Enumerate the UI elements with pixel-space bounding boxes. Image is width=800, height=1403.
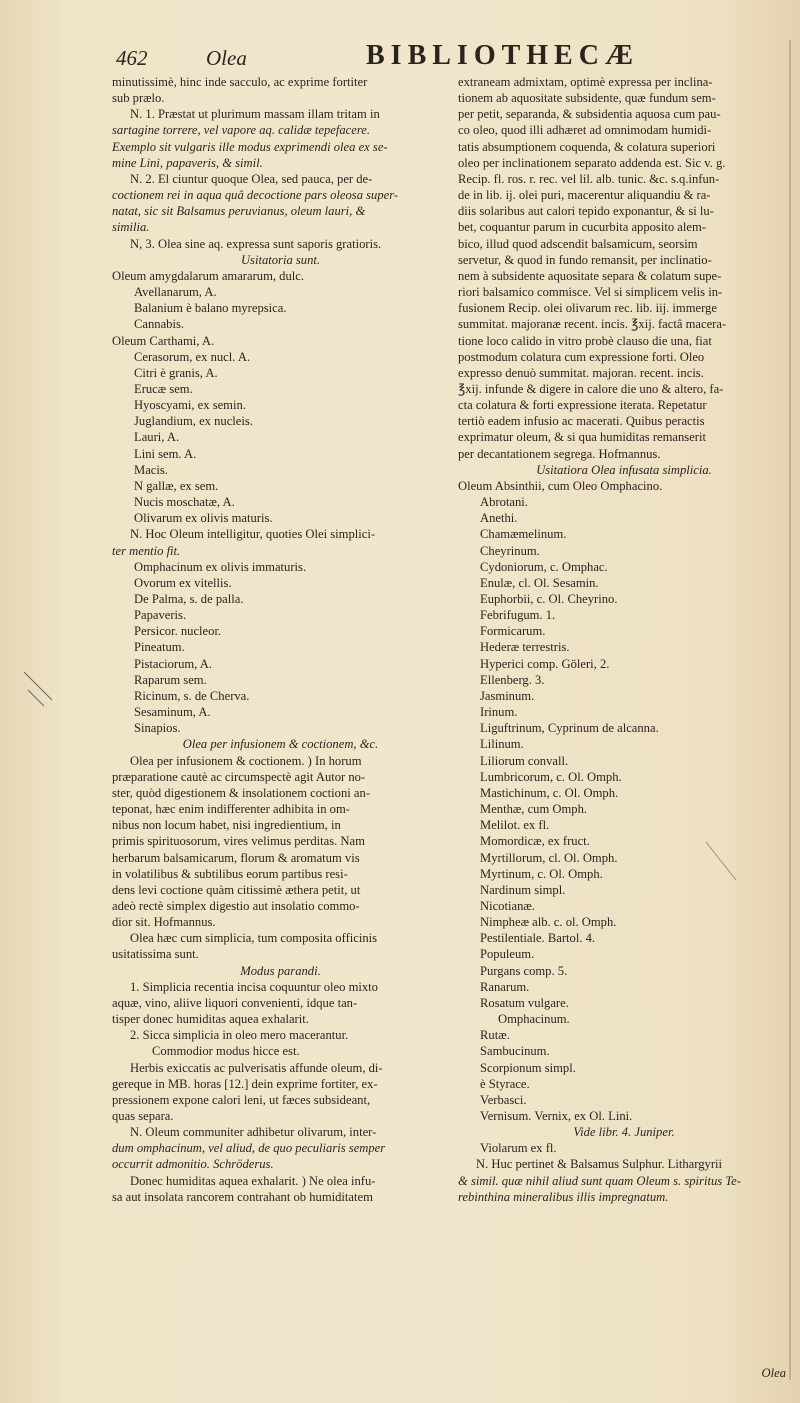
catchword: Olea bbox=[761, 1366, 786, 1380]
right-column-line: Myrtinum, c. Ol. Omph. bbox=[480, 866, 603, 881]
right-column-line: Formicarum. bbox=[480, 624, 546, 639]
left-column-line: Omphacinum ex olivis immaturis. bbox=[134, 559, 307, 574]
right-column-line: diis solaribus aut calori tepido exponantur, & si lu- bbox=[458, 204, 714, 219]
right-column-line: è Styrace. bbox=[480, 1076, 530, 1091]
left-column-line: N. 2. El ciuntur quoque Olea, sed pauca, per de- bbox=[130, 171, 373, 186]
left-column-line: coctionem rei in aqua quâ decoctione pars oleosa super- bbox=[112, 188, 399, 203]
left-column-line: De Palma, s. de palla. bbox=[134, 592, 244, 606]
left-column-line: Commodior modus hicce est. bbox=[152, 1044, 300, 1059]
left-column-line: 1. Simplicia recentia incisa coquuntur oleo mixto bbox=[130, 979, 378, 994]
right-column-line: tionem ab aquositate subsidente, quæ fundum sem- bbox=[458, 91, 716, 106]
left-column-line: dum omphacinum, vel aliud, de quo peculiaris semper bbox=[112, 1141, 386, 1156]
right-column-line: rebinthina mineralibus illis impregnatum. bbox=[458, 1189, 669, 1204]
left-column-line: gereque in MB. horas [12.] dein exprime fortiter, ex- bbox=[112, 1076, 378, 1091]
right-column-line: Vide libr. 4. Juniper. bbox=[573, 1125, 675, 1140]
left-column-line: Oleum amygdalarum amararum, dulc. bbox=[112, 268, 304, 283]
left-column-line: præparatione cautè ac circumspectè agit Autor no- bbox=[112, 769, 366, 784]
right-column-line: Euphorbii, c. Ol. Cheyrino. bbox=[480, 592, 618, 606]
right-column-line: bico, illud quod adscendit balsamicum, seorsim bbox=[458, 236, 698, 251]
page-number: 462 bbox=[116, 46, 148, 70]
left-column-line: Cannabis. bbox=[134, 317, 185, 332]
right-column-line: oleo per inclinationem separato addenda est. Sic v. g. bbox=[458, 155, 726, 170]
left-column-line: ter mentio fit. bbox=[112, 543, 181, 558]
right-column-line: nem à subsidente aquositate separa & colatum supe- bbox=[458, 268, 722, 283]
left-column-line: adeò rectè simplex digestio aut insolatio commo- bbox=[112, 898, 360, 913]
right-column-line: Oleum Absinthii, cum Oleo Omphacino. bbox=[458, 478, 663, 493]
right-column-line: Sambucinum. bbox=[480, 1044, 550, 1059]
left-column-line: in volatilibus & subtilibus eorum partibus resi- bbox=[112, 866, 348, 881]
right-column-line: Enulæ, cl. Ol. Sesamin. bbox=[480, 575, 599, 590]
right-column-line: Nardinum simpl. bbox=[480, 882, 566, 897]
left-column-line: N. Hoc Oleum intelligitur, quoties Olei simplici- bbox=[130, 527, 376, 542]
right-column-line: Usitatiora Olea infusata simplicia. bbox=[536, 462, 712, 477]
left-column-line: aquæ, vino, aliive liquori convenienti, idque tan- bbox=[112, 995, 358, 1010]
right-column-line: postmodum colatura cum expressione forti. Oleo bbox=[458, 349, 705, 364]
left-column-line: Lauri, A. bbox=[134, 430, 180, 445]
right-column-line: N. Huc pertinet & Balsamus Sulphur. Lithargyrii bbox=[476, 1157, 723, 1172]
left-column-line: similia. bbox=[112, 220, 150, 235]
right-column-line: Rutæ. bbox=[480, 1028, 510, 1043]
left-column-line: ster, quòd digestionem & insolationem coctioni an- bbox=[112, 785, 370, 800]
left-column-line: sartagine torrere, vel vapore aq. calidæ tepefacere. bbox=[112, 123, 370, 138]
left-column-line: Macis. bbox=[134, 462, 168, 477]
left-column-line: primis spirituosorum, vires velimus perditas. Nam bbox=[112, 834, 365, 849]
left-column-line: pressionem expone calori leni, ut fæces subsideant, bbox=[112, 1092, 371, 1107]
left-column-line: nibus non locum habet, nisi ingredientium, in bbox=[112, 818, 341, 833]
right-column-line: Momordicæ, ex fruct. bbox=[480, 834, 590, 849]
right-column-line: Cheyrinum. bbox=[480, 543, 540, 558]
right-column-line: tione loco calido in vitro probè clauso die una, fiat bbox=[458, 333, 712, 348]
left-column-line: Avellanarum, A. bbox=[134, 285, 217, 300]
left-column-line: N. Oleum communiter adhibetur olivarum, inter- bbox=[130, 1125, 377, 1140]
right-column-line: Lumbricorum, c. Ol. Omph. bbox=[480, 769, 622, 784]
left-column-line: tisper donec humiditas aquea exhalarit. bbox=[112, 1012, 309, 1027]
right-column bbox=[458, 74, 790, 1205]
left-column-line: Juglandium, ex nucleis. bbox=[134, 414, 253, 429]
left-column-line: Citri è granis, A. bbox=[134, 365, 218, 380]
left-column-line: Pineatum. bbox=[134, 640, 185, 655]
page-header bbox=[116, 40, 778, 76]
left-column-line: dior sit. Hofmannus. bbox=[112, 915, 216, 930]
right-column-line: per petit, separanda, & subsidentia aquosa cum pau- bbox=[458, 107, 721, 122]
right-column-line: Jasminum. bbox=[480, 688, 535, 703]
left-column bbox=[112, 74, 449, 1205]
right-column-line: tatis absumptionem coquenda, & colatura superiori bbox=[458, 139, 716, 154]
page-title: BIBLIOTHECÆ bbox=[366, 40, 639, 71]
right-column-line: Chamæmelinum. bbox=[480, 527, 567, 542]
right-column-line: Nimpheæ alb. c. ol. Omph. bbox=[480, 915, 617, 930]
left-column-line: Olivarum ex olivis maturis. bbox=[134, 511, 273, 526]
right-column-line: Purgans comp. 5. bbox=[480, 963, 568, 978]
left-column-line: Oleum Carthami, A. bbox=[112, 333, 215, 348]
right-column-line: cta colatura & forti expressione iterata. Repetatur bbox=[458, 398, 707, 413]
right-column-line: Menthæ, cum Omph. bbox=[480, 802, 588, 817]
right-column-line: Lilinum. bbox=[480, 737, 524, 752]
left-column-line: Olea hæc cum simplicia, tum composita officinis bbox=[130, 931, 378, 946]
right-column-line: tertiò eadem infusio ac macerati. Quibus peractis bbox=[458, 414, 705, 429]
right-column-line: Violarum ex fl. bbox=[480, 1141, 557, 1156]
left-column-line: Exemplo sit vulgaris ille modus exprimendi olea ex se- bbox=[112, 139, 388, 154]
left-column-line: mine Lini, papaveris, & simil. bbox=[112, 155, 263, 170]
left-column-line: sa aut insolata rancorem contrahant ob humiditatem bbox=[112, 1189, 373, 1204]
left-column-line: Balanium è balano myrepsica. bbox=[134, 301, 287, 316]
left-column-line: Modus parandi. bbox=[240, 963, 321, 978]
right-column-line: Melilot. ex fl. bbox=[480, 818, 550, 833]
right-column-line: Febrifugum. 1. bbox=[480, 608, 556, 623]
right-column-line: ℥xij. infunde & digere in calore die uno & altero, fa- bbox=[458, 381, 724, 396]
left-column-line: dens levi coctione quàm citissimè æthera petit, ut bbox=[112, 882, 361, 897]
right-column-line: Abrotani. bbox=[480, 495, 528, 510]
left-column-line: Pistaciorum, A. bbox=[134, 656, 213, 671]
right-column-line: Irinum. bbox=[480, 705, 518, 720]
right-column-line: & simil. quæ nihil aliud sunt quam Oleum s. spiritus Te- bbox=[458, 1173, 741, 1188]
right-column-line: Verbasci. bbox=[480, 1092, 527, 1107]
right-column-line: exprimatur oleum, & si qua humiditas remanserit bbox=[458, 430, 706, 445]
left-column-line: sub prælo. bbox=[112, 91, 165, 106]
right-column-line: servetur, & quod in fundo remansit, per inclinatio- bbox=[458, 252, 712, 267]
right-column-line: summitat. majoranæ recent. incis. ℥xij. factâ macera- bbox=[458, 317, 727, 332]
right-column-line: Ranarum. bbox=[480, 979, 530, 994]
right-column-line: Cydoniorum, c. Omphac. bbox=[480, 559, 608, 574]
left-column-line: Nucis moschatæ, A. bbox=[134, 495, 235, 510]
right-column-line: Ellenberg. 3. bbox=[480, 672, 545, 687]
left-column-line: Sesaminum, A. bbox=[134, 705, 211, 720]
right-column-line: Recip. fl. ros. r. rec. vel lil. alb. tunic. &c. s.q.infun- bbox=[458, 171, 720, 186]
right-column-line: Scorpionum simpl. bbox=[480, 1060, 576, 1075]
right-column-line: Rosatum vulgare. bbox=[480, 995, 569, 1010]
left-column-line: N, 3. Olea sine aq. expressa sunt saporis gratioris. bbox=[130, 236, 382, 251]
left-column-line: usitatissima sunt. bbox=[112, 947, 199, 962]
right-column-line: Vernisum. Vernix, ex Ol. Lini. bbox=[480, 1109, 633, 1123]
right-column-line: Populeum. bbox=[480, 947, 535, 962]
right-column-line: fusionem Recip. olei olivarum rec. lib. iij. immerge bbox=[458, 301, 717, 316]
margin-mark bbox=[28, 690, 44, 706]
right-column-line: extraneam admixtam, optimè expressa per inclina- bbox=[458, 75, 713, 89]
right-column-line: Anethi. bbox=[480, 511, 518, 526]
right-column-line: Liguftrinum, Cyprinum de alcanna. bbox=[480, 721, 659, 736]
left-column-line: Hyoscyami, ex semin. bbox=[134, 398, 246, 413]
margin-mark bbox=[24, 672, 52, 700]
right-column-line: bet, coquantur parum in cucurbita apposito alem- bbox=[458, 220, 706, 235]
left-column-line: Olea per infusionem & coctionem. ) In horum bbox=[130, 753, 362, 768]
right-column-line: per decantationem segrega. Hofmannus. bbox=[458, 446, 661, 461]
right-column-line: Nicotianæ. bbox=[480, 898, 535, 913]
right-column-line: Hyperici comp. Göleri, 2. bbox=[480, 656, 610, 671]
right-column-line: Myrtillorum, cl. Ol. Omph. bbox=[480, 850, 618, 865]
left-column-line: Herbis exiccatis ac pulverisatis affunde oleum, di- bbox=[130, 1060, 383, 1075]
left-column-line: N. 1. Præstat ut plurimum massam illam tritam in bbox=[130, 107, 380, 122]
left-column-line: Olea per infusionem & coctionem, &c. bbox=[182, 737, 379, 752]
running-title: Olea bbox=[206, 46, 247, 70]
left-column-line: Erucæ sem. bbox=[134, 381, 193, 396]
left-column-line: minutissimè, hinc inde sacculo, ac exprime fortiter bbox=[112, 75, 368, 89]
left-column-line: quas separa. bbox=[112, 1109, 174, 1123]
left-column-line: Usitatoria sunt. bbox=[240, 252, 321, 267]
left-column-line: Raparum sem. bbox=[134, 672, 207, 687]
left-column-line: N gallæ, ex sem. bbox=[134, 478, 219, 493]
left-column-line: Papaveris. bbox=[134, 608, 187, 623]
right-column-line: Pestilentiale. Bartol. 4. bbox=[480, 931, 596, 946]
left-column-line: Cerasorum, ex nucl. A. bbox=[134, 349, 251, 364]
left-column-line: Donec humiditas aquea exhalarit. ) Ne olea infu- bbox=[130, 1173, 376, 1188]
left-column-line: teponat, hæc enim indifferenter adhibita in om- bbox=[112, 802, 350, 817]
right-column-line: Mastichinum, c. Ol. Omph. bbox=[480, 785, 619, 800]
right-column-line: Liliorum convall. bbox=[480, 753, 569, 768]
right-column-line: Hederæ terrestris. bbox=[480, 640, 570, 655]
right-column-line: expresso denuò summitat. majoran. recent. incis. bbox=[458, 365, 704, 380]
right-column-line: de in lib. ij. olei puri, macerentur aliquandiu & ra- bbox=[458, 188, 711, 203]
left-column-line: herbarum balsamicarum, florum & aromatum vis bbox=[112, 850, 360, 865]
left-column-line: Ricinum, s. de Cherva. bbox=[134, 688, 250, 703]
right-column-line: riori balsamico commisce. Vel si simplicem velis in- bbox=[458, 285, 723, 300]
right-column-line: co oleo, quod illi adhæret ad omnimodam humidi- bbox=[458, 123, 712, 138]
right-column-line: Omphacinum. bbox=[498, 1012, 570, 1027]
left-column-line: 2. Sicca simplicia in oleo mero macerantur. bbox=[130, 1028, 349, 1043]
left-column-line: occurrit admonitio. Schröderus. bbox=[112, 1157, 274, 1172]
left-column-line: Persicor. nucleor. bbox=[134, 624, 222, 639]
left-column-line: Ovorum ex vitellis. bbox=[134, 575, 232, 590]
left-column-line: natat, sic sit Balsamus peruvianus, oleum lauri, & bbox=[112, 204, 366, 219]
left-column-line: Lini sem. A. bbox=[134, 446, 197, 461]
left-column-line: Sinapios. bbox=[134, 721, 181, 736]
